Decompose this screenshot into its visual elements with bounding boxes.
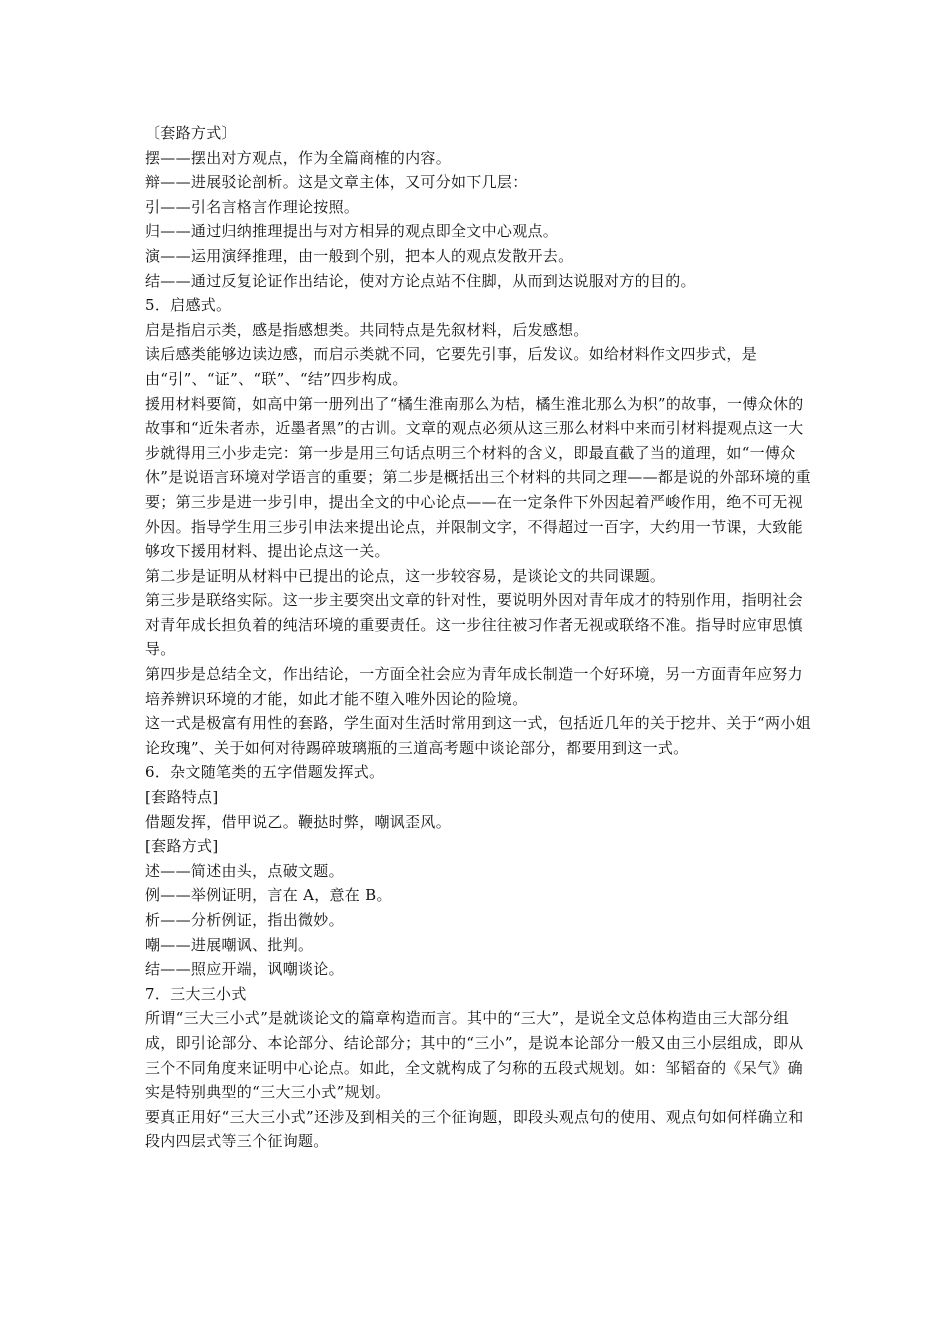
paragraph-yan: 演——运用演绎推理，由一般到个别，把本人的观点发散开去。	[145, 246, 574, 265]
paragraph-bai: 摆——摆出对方观点，作为全篇商榷的内容。	[145, 148, 452, 167]
section-heading-5: 5．启感式。	[145, 296, 232, 315]
document-body	[145, 121, 817, 1154]
paragraph-gui: 归——通过归纳推理提出与对方相异的观点即全文中心观点。	[145, 222, 559, 241]
paragraph-summary: 这一式是极富有用性的套路，学生面对生活时常用到这一式，包括近几年的关于挖井、关于“两小姐论玫瑰”、关于如何对待踢碎玻璃瓶的三道高考题中谈论部分，都要用到这一式。	[145, 714, 811, 757]
paragraph-closing: 要真正用好“三大三小式”还涉及到相关的三个征询题，即段头观点句的使用、观点句如何样确立和段内四层式等三个征询题。	[145, 1107, 804, 1151]
paragraph-jie-2: 结——照应开端，讽嘲谈论。	[145, 960, 344, 979]
paragraph-method-heading-2: [套路方式]	[145, 837, 219, 856]
section-heading-7: 7．三大三小式	[145, 984, 247, 1003]
paragraph-step-four: 第四步是总结全文，作出结论，一方面全社会应为青年成长制造一个好环境，另一方面青年应努力培养辨识环境的才能，如此才能不堕入唯外因论的险境。	[145, 665, 803, 708]
paragraph-qigan-intro: 启是指启示类，感是指感想类。共同特点是先叙材料，后发感想。	[145, 320, 589, 339]
paragraph-jie: 结——通过反复论证作出结论，使对方论点站不住脚，从而到达说服对方的目的。	[145, 271, 696, 290]
paragraph-bian: 辩——进展驳论剖析。这是文章主体，又可分如下几层：	[145, 173, 528, 192]
paragraph-shu: 述——简述由头，点破文题。	[145, 861, 344, 880]
paragraph-sanda-sanxiao: 所谓“三大三小式”是就谈论文的篇章构造而言。其中的“三大”，是说全文总体构造由三大部分组成，即引论部分、本论部分、结论部分；其中的“三小”，是说本论部分一般又由三小层组成，即从三个不同角度来证明中心论点。如此，全文就构成了匀称的五段式规划。如：邹韬奋的《呆气》确实是特别典型的“三大三小式”规划。	[145, 1009, 804, 1102]
paragraph-step-one: 援用材料要简，如高中第一册列出了“橘生淮南那么为桔，橘生淮北那么为枳”的故事，一傅众休的故事和“近朱者赤，近墨者黑”的古训。文章的观点必须从这三那么材料中来而引材料提观点这一大步就得用三小步走完：第一步是用三句话点明三个材料的含义，即最直截了当的道理，如“一傅众休”是说语言环境对学语言的重要；第二步是概括出三个材料的共同之理——都是说的外部环境的重要；第三步是进一步引申，提出全文的中心论点——在一定条件下外因起着严峻作用，绝不可无视外因。指导学生用三步引申法来提出论点，并限制文字，不得超过一百字，大约用一节课，大致能够攻下援用材料、提出论点这一关。	[145, 394, 811, 561]
paragraph-duhougan: 读后感类能够边读边感，而启示类就不同，它要先引事，后发议。如给材料作文四步式，是由“引”、“证”、“联”、“结”四步构成。	[145, 345, 758, 388]
paragraph-method-heading: 〔套路方式〕	[145, 124, 237, 142]
paragraph-features: 借题发挥，借甲说乙。鞭挞时弊，嘲讽歪风。	[145, 812, 452, 831]
paragraph-step-two: 第二步是证明从材料中已提出的论点，这一步较容易，是谈论文的共同课题。	[145, 566, 666, 585]
paragraph-yin: 引——引名言格言作理论按照。	[145, 197, 360, 216]
paragraph-features-heading: [套路特点]	[145, 788, 219, 807]
paragraph-li: 例——举例证明，言在 A，意在 B。	[145, 886, 392, 905]
paragraph-step-three: 第三步是联络实际。这一步主要突出文章的针对性，要说明外因对青年成才的特别作用，指明社会对青年成长担负着的纯洁环境的重要责任。这一步往往被习作者无视或联络不准。指导时应审思慎导。	[145, 591, 803, 659]
section-heading-6: 6．杂文随笔类的五字借题发挥式。	[145, 763, 385, 782]
paragraph-chao: 嘲——进展嘲讽、批判。	[145, 935, 314, 954]
paragraph-xi: 析——分析例证，指出微妙。	[145, 911, 344, 929]
